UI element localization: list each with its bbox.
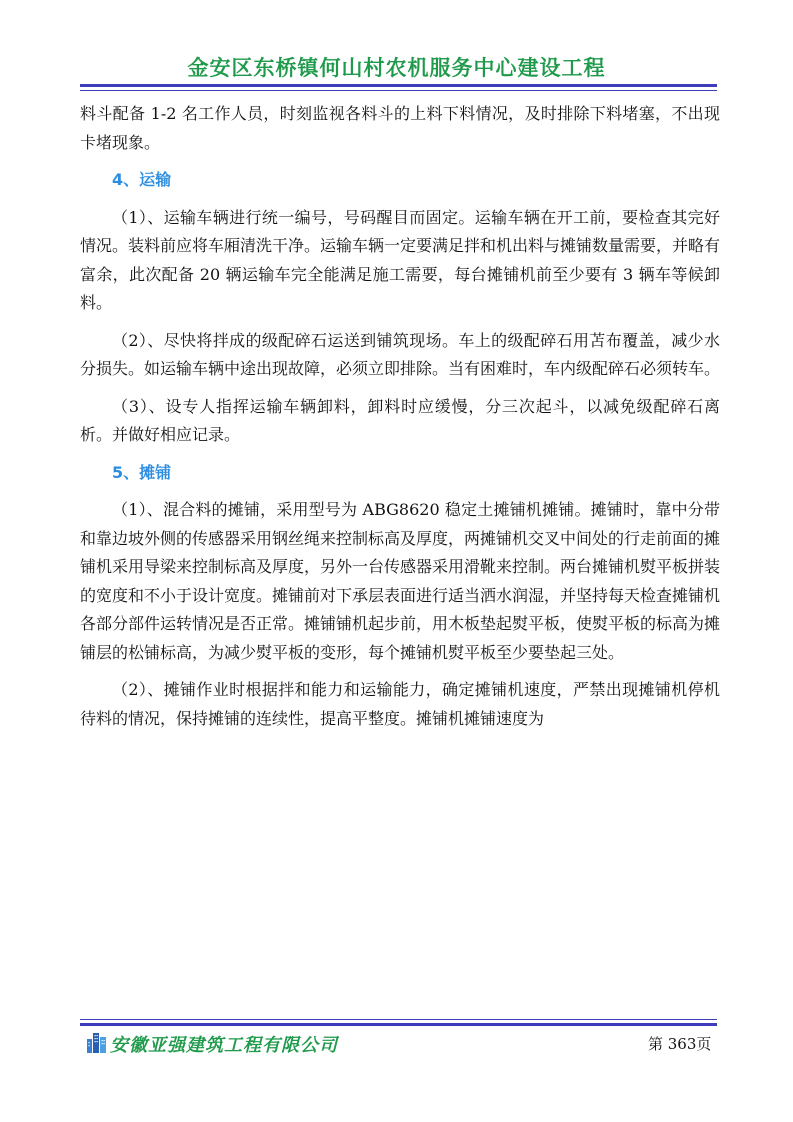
footer-company-name: 安徽亚强建筑工程有限公司	[110, 1035, 338, 1056]
footer-rule-thin	[80, 1019, 717, 1020]
paragraph-paving-2: （2）、摊铺作业时根据拌和能力和运输能力，确定摊铺机速度，严禁出现摊铺机停机待料的情况，保持摊铺的连续性，提高平整度。摊铺机摊铺速度为	[80, 680, 720, 728]
footer-page-number: 第 363页	[648, 1035, 712, 1053]
paragraph-transport-2: （2）、尽快将拌成的级配碎石运送到铺筑现场。车上的级配碎石用苫布覆盖，减少水分损失。如运输车辆中途出现故障，必须立即排除。当有困难时，车内级配碎石必须转车。	[80, 330, 721, 378]
section-heading-paving: 5、摊铺	[112, 462, 172, 482]
paragraph-paving-1: （1）、混合料的摊铺，采用型号为 ABG8620 稳定土摊铺机摊铺。摊铺时，靠中分带和靠边坡外侧的传感器采用钢丝绳来控制标高及厚度，两摊铺机交叉中间处的行走前面的摊铺机采用导梁来控制标高及厚度，另外一台传感器采用滑靴来控制。两台摊铺机熨平板拼装的宽度和不小于设计宽度。摊铺前对下承层表面进行适当洒水润湿，并坚持每天检查摊铺机各部分部件运转情况是否正常。摊铺铺机起步前，用木板垫起熨平板，使熨平板的标高为摊铺层的松铺标高，为减少熨平板的变形，每个摊铺机熨平板至少要垫起三处。	[80, 500, 721, 662]
paragraph-transport-1: （1）、运输车辆进行统一编号，号码醒目而固定。运输车辆在开工前，要检查其完好情况。装料前应将车厢清洗干净。运输车辆一定要满足拌和机出料与摊铺数量需要，并略有富余，此次配备 20 辆运输车完全能满足施工需要，每台摊铺机前至少要有 3 辆车等候卸料。	[80, 207, 721, 312]
building-logo-icon	[86, 1031, 108, 1053]
paragraph-transport-3: （3）、设专人指挥运输车辆卸料，卸料时应缓慢，分三次起斗，以减免级配碎石离析。并做好相应记录。	[80, 396, 720, 444]
document-body	[80, 100, 720, 742]
section-heading-transport: 4、运输	[112, 170, 172, 189]
paragraph-continuation: 料斗配备 1-2 名工作人员，时刻监视各料斗的上料下料情况，及时排除下料堵塞，不出现卡堵现象。	[80, 104, 720, 152]
document-header-title: 金安区东桥镇何山村农机服务中心建设工程	[187, 56, 606, 80]
header-rule-thick	[80, 84, 717, 87]
footer-rule-thick	[80, 1023, 717, 1026]
header-rule-thin	[80, 90, 717, 91]
